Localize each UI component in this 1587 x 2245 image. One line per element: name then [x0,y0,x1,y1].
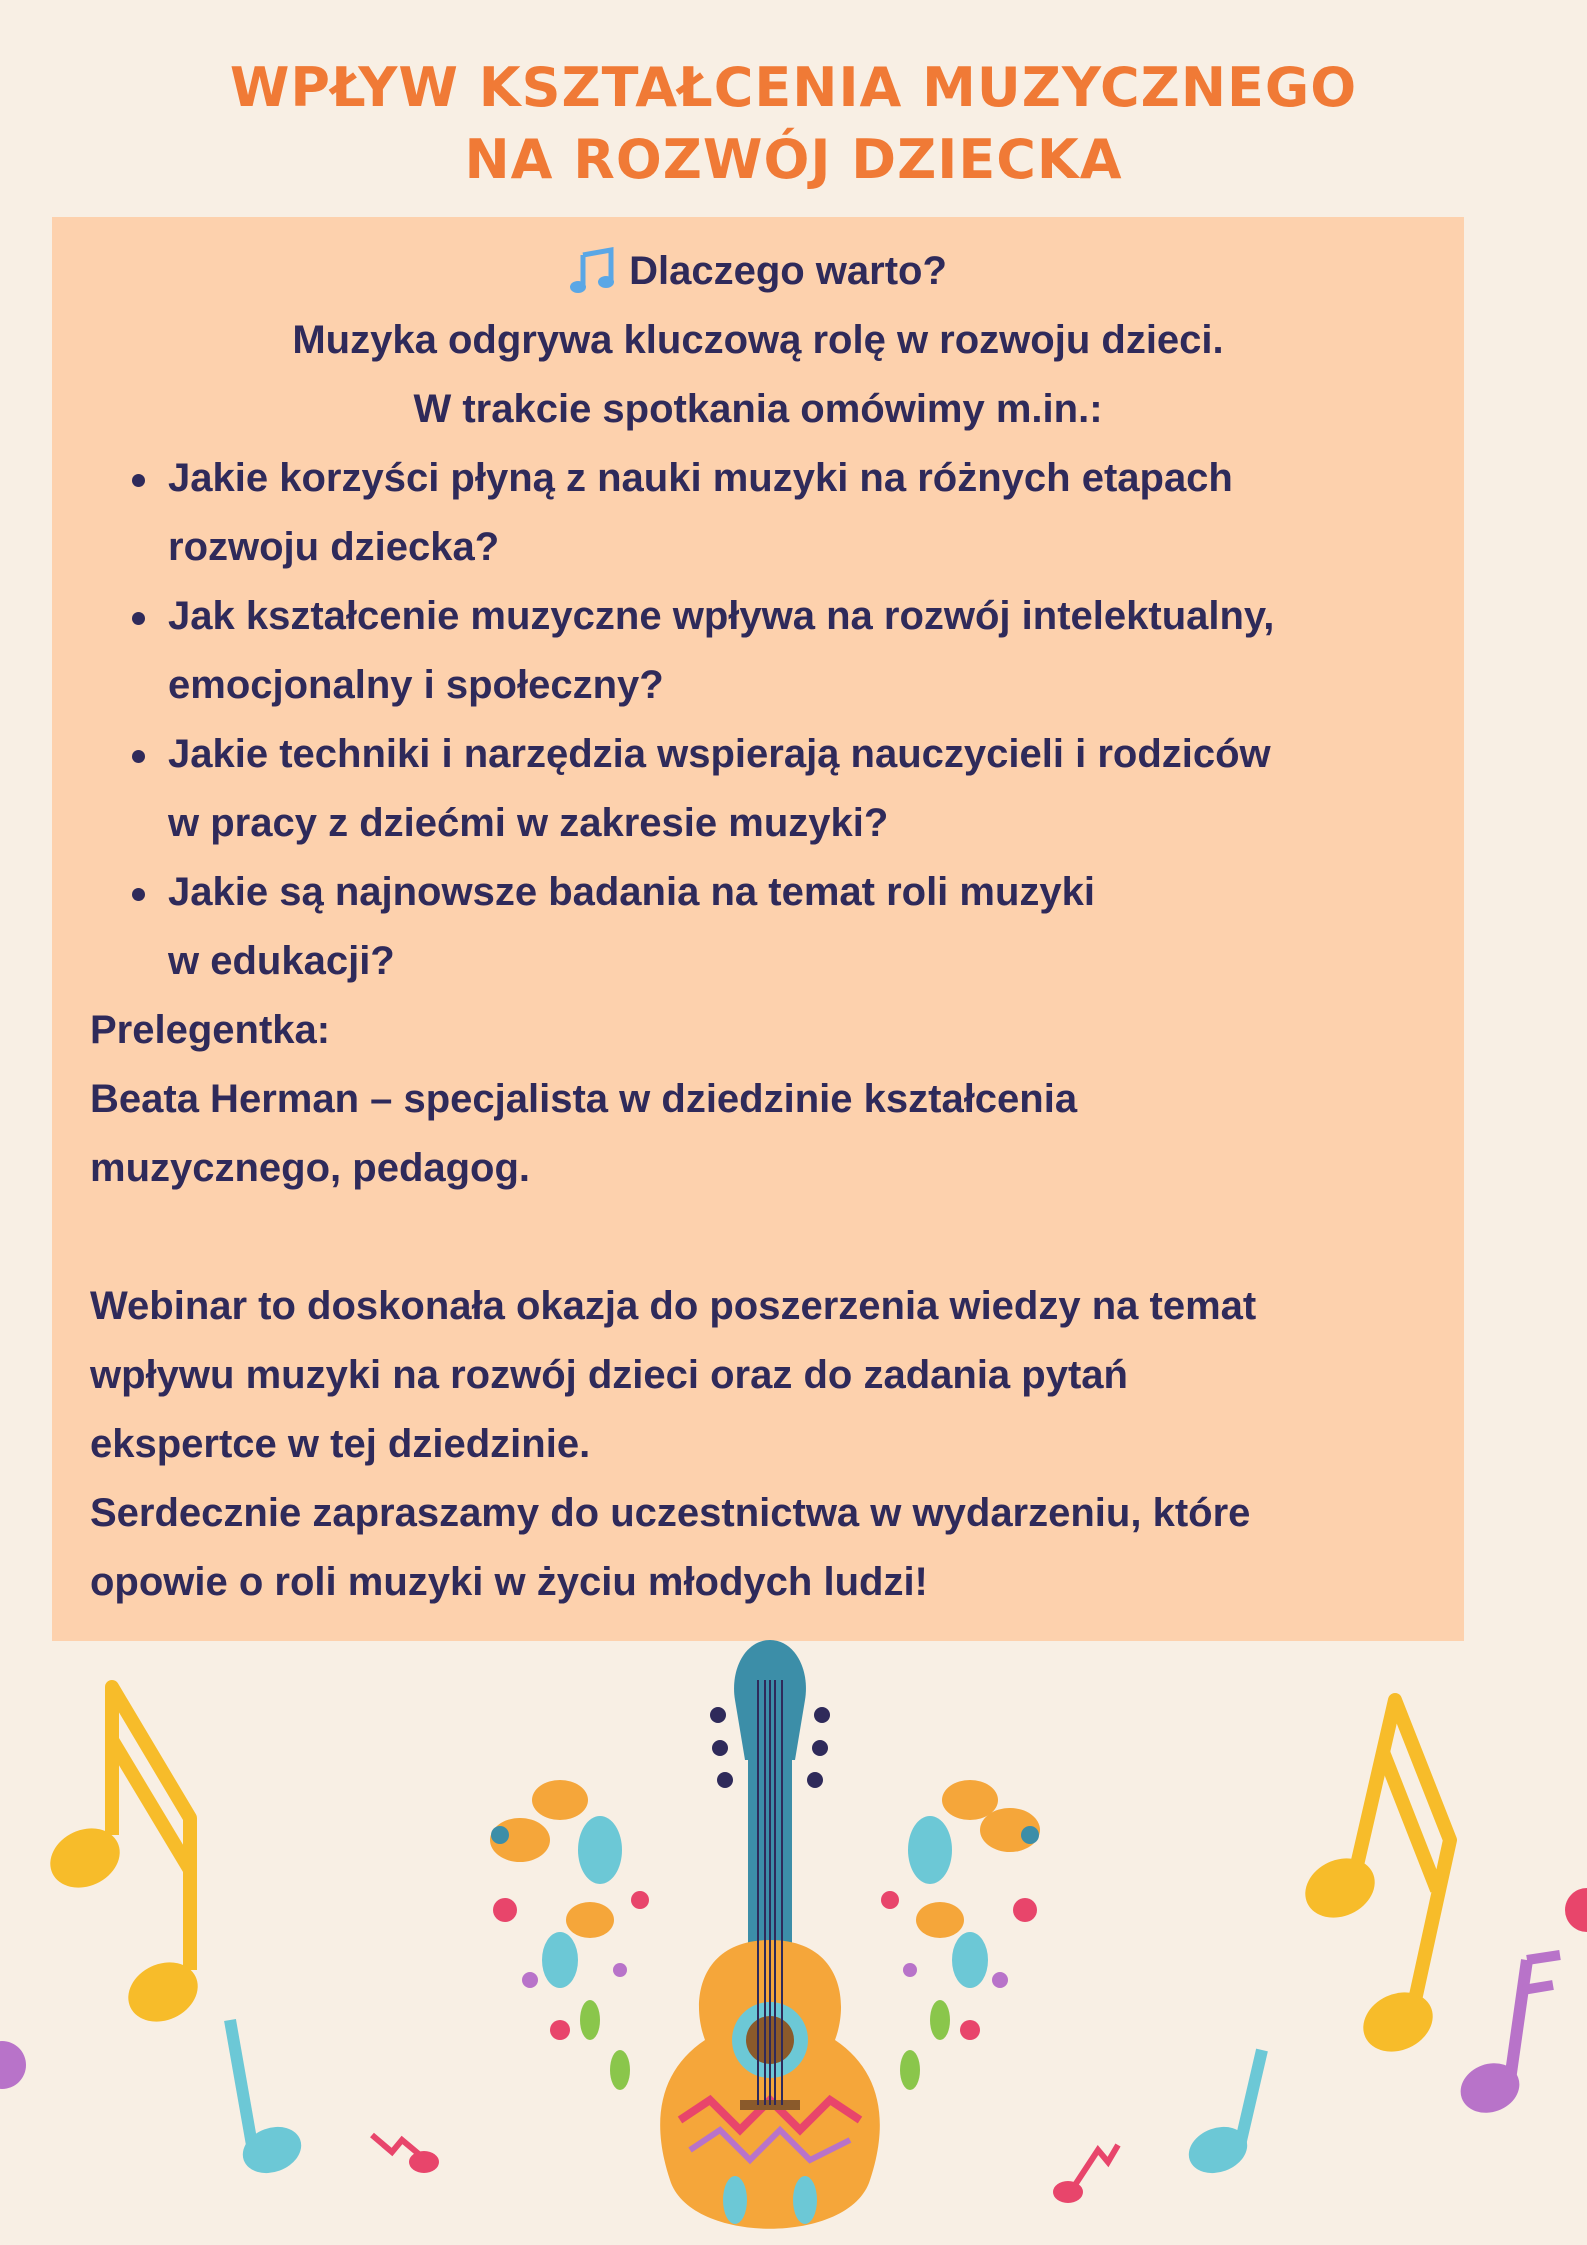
bullet-icon [132,612,145,625]
list-item-line-1: Jak kształcenie muzyczne wpływa na rozwój intelektualny, [168,594,1275,638]
music-note-icon [1454,1955,1560,2121]
section-heading [52,237,1464,306]
list-item [168,858,1464,996]
info-content [52,237,1464,1617]
music-note-icon [1053,2145,1118,2203]
closing-line-5: opowie o roli muzyki w życiu młodych ludzi! [90,1560,928,1604]
music-note-icon [1565,1888,1587,1932]
bullet-icon [132,888,145,901]
title-line-2: NA ROZWÓJ DZIECKA [464,128,1123,191]
floral-ornament-icon [881,1780,1040,2090]
music-note-icon [372,2135,439,2173]
closing-line-1: Webinar to doskonała okazja do poszerzenia wiedzy na temat [90,1284,1257,1328]
intro-line-1: Muzyka odgrywa kluczową rolę w rozwoju dzieci. [292,318,1224,362]
list-item-line-1: Jakie są najnowsze badania na temat roli muzyki [168,870,1096,914]
list-item-line-2: w pracy z dziećmi w zakresie muzyki? [168,801,889,845]
bullet-icon [132,750,145,763]
closing-line-4: Serdecznie zapraszamy do uczestnictwa w wydarzeniu, które [90,1491,1251,1535]
music-note-icon [569,247,619,297]
section-heading-text: Dlaczego warto? [629,249,947,293]
intro-line-2: W trakcie spotkania omówimy m.in.: [413,387,1103,431]
list-item [168,720,1464,858]
guitar-icon [660,1640,880,2229]
title-line-1: WPŁYW KSZTAŁCENIA MUZYCZNEGO [229,56,1358,119]
speaker-line-2: muzycznego, pedagog. [90,1146,531,1190]
bullet-icon [132,474,145,487]
music-note-icon [41,1687,208,2033]
list-item-line-1: Jakie korzyści płyną z nauki muzyki na różnych etapach [168,456,1233,500]
list-item-line-1: Jakie techniki i narzędzia wspierają nauczycieli i rodziców [168,732,1271,776]
list-item-line-2: rozwoju dziecka? [168,525,500,569]
music-note-icon [1296,1700,1450,2063]
list-item-line-2: emocjonalny i społeczny? [168,663,664,707]
page-title [0,52,1587,196]
closing-line-2: wpływu muzyki na rozwój dzieci oraz do zadania pytań [90,1353,1128,1397]
list-item-line-2: w edukacji? [168,939,395,983]
music-note-icon [230,2020,308,2181]
topics-list [52,444,1464,996]
music-note-icon [0,2041,26,2089]
info-card [52,217,1464,1641]
speaker-label: Prelegentka: [90,1008,331,1052]
music-note-icon [1182,2050,1262,2181]
floral-ornament-icon [490,1780,649,2090]
list-item [168,444,1464,582]
closing-line-3: ekspertce w tej dziedzinie. [90,1422,591,1466]
speaker-line-1: Beata Herman – specjalista w dziedzinie kształcenia [90,1077,1078,1121]
decoration [0,1640,1587,2245]
spacer [52,1203,1464,1272]
list-item [168,582,1464,720]
